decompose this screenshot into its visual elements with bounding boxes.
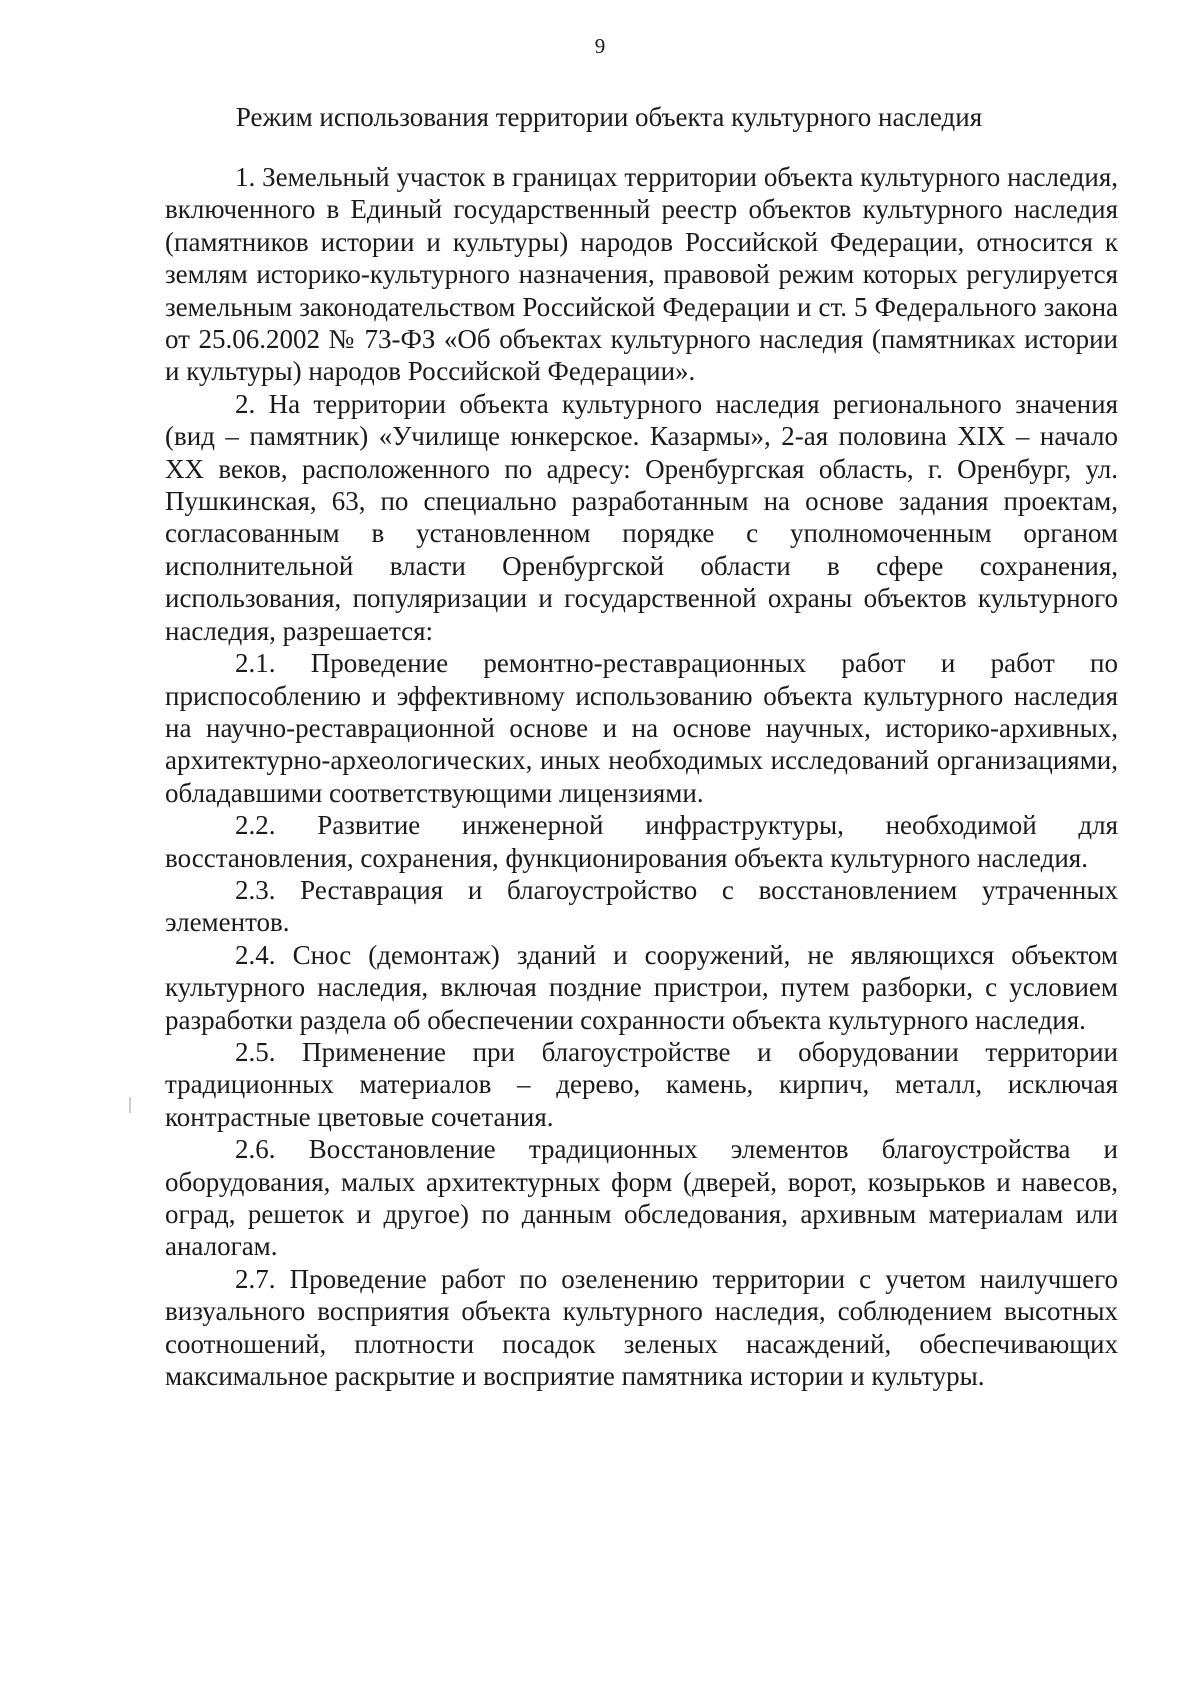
scan-artifact-mark	[129, 1097, 131, 1113]
paragraph-1: 1. Земельный участок в границах территории объекта культурного наследия, включенного в Единый государственный реестр объектов культурного наследия (памятников истории и культуры) народов Российской Федерации, относится к землям историко-культурного назначения, правовой режим которых регулируется земельным законодательством Российской Федерации и ст. 5 Федерального закона от 25.06.2002 № 73-ФЗ «Об объектах культурного наследия (памятниках истории и культуры) народов Российской Федерации».	[165, 162, 1118, 387]
paragraph-2-5: 2.5. Применение при благоустройстве и оборудовании территории традиционных материалов – дерево, камень, кирпич, металл, исключая контрастные цветовые сочетания.	[165, 1036, 1118, 1132]
paragraph-2-3: 2.3. Реставрация и благоустройство с восстановлением утраченных элементов.	[165, 874, 1118, 938]
document-body	[165, 161, 1118, 1392]
paragraph-2-1: 2.1. Проведение ремонтно-реставрационных работ и работ по приспособлению и эффективному использованию объекта культурного наследия на научно-реставрационной основе и на основе научных, историко-архивных, архитектурно-археологических, иных необходимых исследований организациями, обладавшими соответствующими лицензиями.	[165, 648, 1118, 808]
document-title: Режим использования территории объекта культурного наследия	[235, 102, 983, 132]
paragraph-2: 2. На территории объекта культурного наследия регионального значения (вид – памятник) «Училище юнкерское. Казармы», 2-ая половина XIX – начало XX веков, расположенного по адресу: Оренбургская область, г. Оренбург, ул. Пушкинская, 63, по специально разработанным на основе задания проектам, согласованным в установленном порядке с уполномоченным органом исполнительной власти Оренбургской области в сфере сохранения, использования, популяризации и государственной охраны объектов культурного наследия, разрешается:	[165, 388, 1118, 646]
paragraph-2-2: 2.2. Развитие инженерной инфраструктуры, необходимой для восстановления, сохранения, функционирования объекта культурного наследия.	[165, 810, 1118, 873]
paragraph-2-6: 2.6. Восстановление традиционных элементов благоустройства и оборудования, малых архитектурных форм (дверей, ворот, козырьков и навесов, оград, решеток и другое) по данным обследования, архивным материалам или аналогам.	[165, 1134, 1118, 1262]
paragraph-2-7: 2.7. Проведение работ по озеленению территории с учетом наилучшего визуального восприятия объекта культурного наследия, соблюдением высотных соотношений, плотности посадок зеленых насаждений, обеспечивающих максимальное раскрытие и восприятие памятника истории и культуры.	[165, 1263, 1118, 1392]
paragraph-2-4: 2.4. Снос (демонтаж) зданий и сооружений, не являющихся объектом культурного наследия, включая поздние пристрои, путем разборки, с условием разработки раздела об обеспечении сохранности объекта культурного наследия.	[165, 939, 1118, 1035]
page-number: 9	[594, 34, 606, 58]
